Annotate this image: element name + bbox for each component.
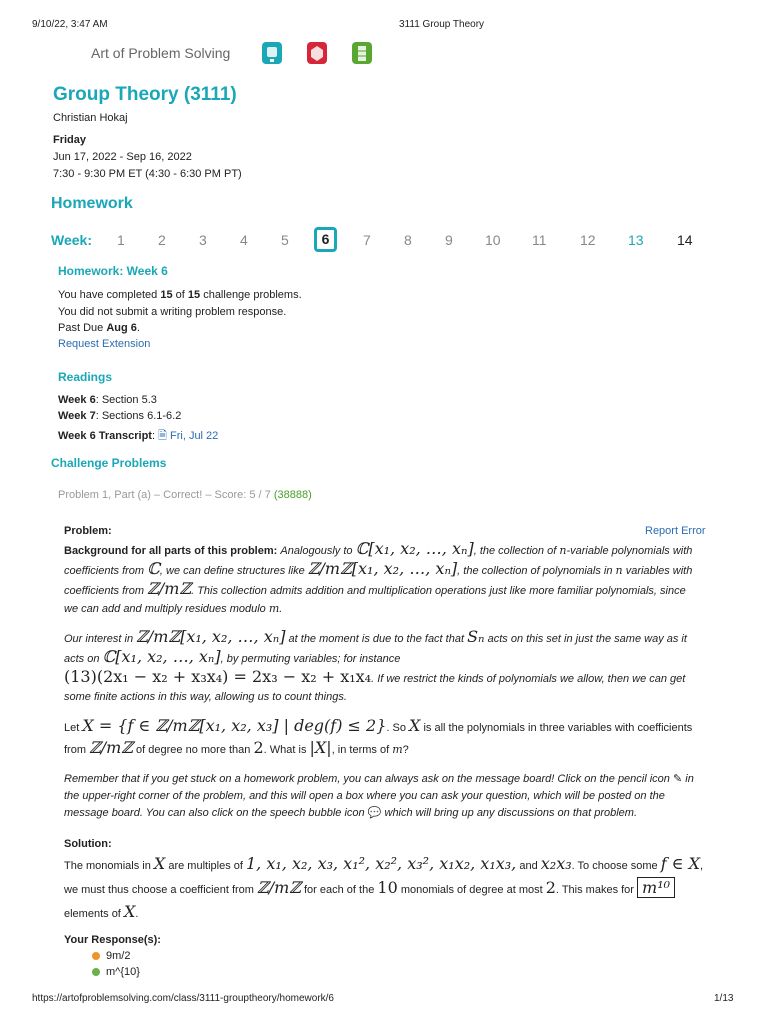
solution-label: Solution: (64, 838, 112, 850)
week-link-11[interactable]: 11 (532, 232, 547, 248)
message-board-reminder: Remember that if you get stuck on a homework problem, you can always ask on the message board! Click on the pencil icon ✎ in the upper-right corner of the problem, and this will open a box where you can ask your question, which will be posted on the message board. You can also click on the speech bubble icon 💬 which will bring up any discussions on that problem. (64, 773, 694, 819)
week-link-9[interactable]: 9 (445, 232, 453, 248)
problem-label: Problem: (64, 525, 112, 537)
report-error-link[interactable]: Report Error (645, 525, 706, 537)
problem-interest: Our interest in ℤ/mℤ[x₁, x₂, …, xₙ] at the moment is due to the fact that Sₙ acts on this set in just the same way as it acts on ℂ[x₁, x₂, …, xₙ], by permuting variables; for instance (13)(2x₁ − x₂ + x₃x₄) = 2x₃ − x₂ + x₁x₄. If we restrict the kinds of polynomials we allow, then we can get some finite actions in this way, allowing us to count things. (64, 627, 687, 703)
class-day: Friday (53, 134, 87, 146)
week-link-8[interactable]: 8 (404, 232, 412, 248)
problem-background: Background for all parts of this problem: Analogously to ℂ[x₁, x₂, …, xₙ], the collection of n-variable polynomials with coefficients from ℂ, we can define structures like ℤ/mℤ[x₁, x₂, …, xₙ], the collection of polynomials in n variables with coefficients from ℤ/mℤ. This collection admits addition and multiplication operations just like more familiar polynomials, since we can add and multiply residues modulo m. (64, 539, 693, 615)
class-dates: Jun 17, 2022 - Sep 16, 2022 (53, 151, 192, 163)
week-link-1[interactable]: 1 (117, 232, 125, 248)
class-time: 7:30 - 9:30 PM ET (4:30 - 6:30 PM PT) (53, 168, 242, 180)
week-label: Week: (51, 232, 92, 248)
completion-status: You have completed 15 of 15 challenge problems. (58, 289, 302, 301)
building-icon[interactable] (352, 42, 372, 64)
challenge-heading: Challenge Problems (51, 456, 167, 470)
responses-label: Your Response(s): (64, 934, 161, 946)
week-link-6-selected[interactable]: 6 (314, 227, 337, 252)
writing-status: You did not submit a writing problem response. (58, 306, 287, 318)
response-item-1: 9m/2 (92, 950, 130, 962)
problem-id: (38888) (273, 489, 312, 501)
print-footer-url: https://artofproblemsolving.com/class/3111-grouptheory/homework/6 (32, 993, 334, 1004)
transcript-link[interactable]: 🗎 Fri, Jul 22 (158, 430, 219, 442)
past-due: Past Due Aug 6. (58, 322, 140, 334)
request-extension-link[interactable]: Request Extension (58, 338, 151, 350)
print-footer-page: 1/13 (714, 993, 734, 1004)
cube-icon[interactable] (307, 42, 327, 64)
week-link-14[interactable]: 14 (677, 232, 693, 248)
book-icon[interactable] (262, 42, 282, 64)
print-datetime: 9/10/22, 3:47 AM (32, 19, 108, 30)
instructor-name: Christian Hokaj (53, 112, 128, 124)
problem-question: Let X = {f ∈ ℤ/mℤ[x₁, x₂, x₃] | deg(f) ≤ 2}. So X is all the polynomials in three variables with coefficients from ℤ/mℤ of degree no more than 2. What is |X|, in terms of m? (64, 716, 693, 757)
week-link-3[interactable]: 3 (199, 232, 207, 248)
solution-text: The monomials in X are multiples of 1, x₁, x₂, x₃, x₁², x₂², x₃², x₁x₂, x₁x₃, and x₂x₃. To choose some f ∈ X, we must thus choose a coefficient from ℤ/mℤ for each of the 10 monomials of degree at most 2. This makes for m¹⁰ elements of X. (64, 854, 704, 921)
print-doc-title: 3111 Group Theory (399, 19, 485, 30)
week-link-7[interactable]: 7 (363, 232, 371, 248)
transcript-row: Week 6 Transcript: 🗎 Fri, Jul 22 (58, 430, 219, 442)
reading-week-6: Week 6: Section 5.3 (58, 394, 157, 406)
problem-status[interactable]: Problem 1, Part (a) – Correct! – Score: 5 / 7 (38888) (58, 489, 312, 501)
reading-week-7: Week 7: Sections 6.1-6.2 (58, 410, 182, 422)
readings-heading: Readings (58, 370, 113, 384)
speech-bubble-icon: 💬 (367, 807, 382, 819)
week-link-13[interactable]: 13 (628, 232, 644, 248)
response-item-2: m^{10} (92, 966, 140, 978)
document-icon: 🗎 (158, 430, 167, 442)
course-title: Group Theory (3111) (53, 84, 237, 105)
week-link-10[interactable]: 10 (485, 232, 501, 248)
homework-section-title: Homework: Week 6 (58, 264, 168, 278)
boxed-answer: m¹⁰ (637, 877, 675, 898)
week-link-4[interactable]: 4 (240, 232, 248, 248)
week-link-5[interactable]: 5 (281, 232, 289, 248)
homework-heading: Homework (51, 195, 133, 212)
pencil-icon: ✎ (672, 773, 683, 785)
week-link-12[interactable]: 12 (580, 232, 596, 248)
correct-marker-icon (92, 968, 100, 976)
brand-name[interactable]: Art of Problem Solving (91, 45, 231, 61)
week-link-2[interactable]: 2 (158, 232, 166, 248)
incorrect-marker-icon (92, 952, 100, 960)
